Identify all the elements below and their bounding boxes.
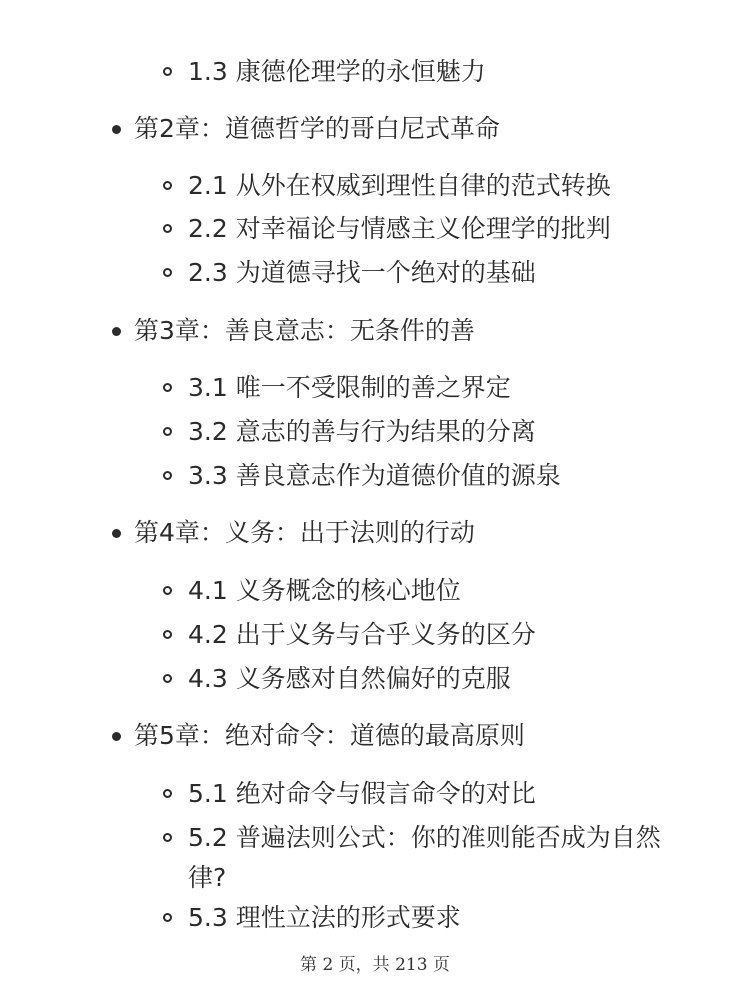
circle-bullet-icon [163, 427, 172, 436]
toc-section-4-2: 4.2 出于义务与合乎义务的区分 [188, 620, 536, 649]
toc-section-2-3: 2.3 为道德寻找一个绝对的基础 [188, 258, 536, 287]
circle-bullet-icon [163, 913, 172, 922]
toc-chapter-2: 第2章：道德哲学的哥白尼式革命 [134, 114, 500, 143]
circle-bullet-icon [163, 181, 172, 190]
toc-section-5-2: 5.2 普遍法则公式：你的准则能否成为自然律? [188, 823, 661, 892]
circle-bullet-icon [163, 268, 172, 277]
toc-section-3-2: 3.2 意志的善与行为结果的分离 [188, 417, 536, 446]
circle-bullet-icon [163, 383, 172, 392]
circle-bullet-icon [163, 586, 172, 595]
toc-section-3-1: 3.1 唯一不受限制的善之界定 [188, 373, 511, 402]
toc-chapter-5: 第5章：绝对命令：道德的最高原则 [134, 721, 525, 750]
circle-bullet-icon [163, 630, 172, 639]
circle-bullet-icon [163, 67, 172, 76]
circle-bullet-icon [163, 224, 172, 233]
circle-bullet-icon [163, 789, 172, 798]
toc-section-5-1: 5.1 绝对命令与假言命令的对比 [188, 779, 536, 808]
toc-section-4-1: 4.1 义务概念的核心地位 [188, 576, 461, 605]
circle-bullet-icon [163, 674, 172, 683]
toc-section-1-3: 1.3 康德伦理学的永恒魅力 [188, 57, 486, 86]
disc-bullet-icon [112, 529, 121, 538]
toc-section-5-3: 5.3 理性立法的形式要求 [188, 903, 461, 932]
toc-section-3-3: 3.3 善良意志作为道德价值的源泉 [188, 461, 561, 490]
toc-section-2-2: 2.2 对幸福论与情感主义伦理学的批判 [188, 214, 611, 243]
circle-bullet-icon [163, 471, 172, 480]
circle-bullet-icon [163, 833, 172, 842]
disc-bullet-icon [112, 327, 121, 336]
page-number-footer: 第 2 页，共 213 页 [300, 955, 450, 975]
toc-chapter-4: 第4章：义务：出于法则的行动 [134, 518, 475, 547]
disc-bullet-icon [112, 125, 121, 134]
toc-section-4-3: 4.3 义务感对自然偏好的克服 [188, 664, 511, 693]
toc-section-2-1: 2.1 从外在权威到理性自律的范式转换 [188, 171, 611, 200]
toc-chapter-3: 第3章：善良意志：无条件的善 [134, 316, 475, 345]
disc-bullet-icon [112, 732, 121, 741]
